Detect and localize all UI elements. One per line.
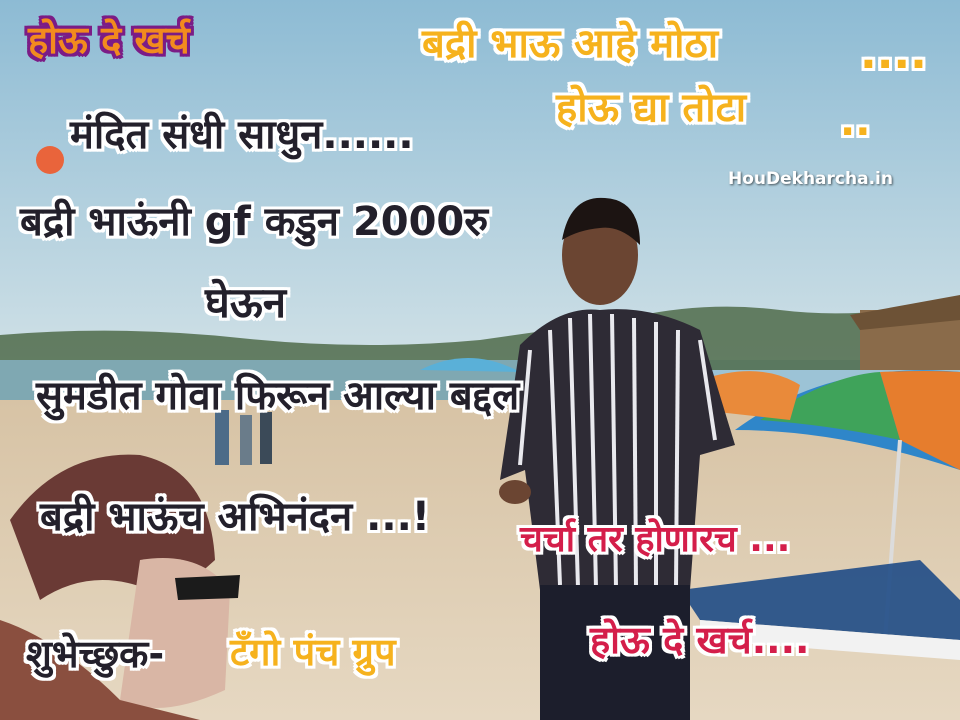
caption-right-line2: होऊ दे खर्च....: [590, 618, 810, 662]
person-distant: [260, 412, 272, 464]
body-line-5: बद्री भाऊंच अभिनंदन ...!: [40, 494, 431, 540]
body-line-4: सुमडीत गोवा फिरून आल्या बद्दल: [36, 373, 520, 419]
caption-top-left: होऊ दे खर्च: [28, 18, 190, 62]
body-line-3: घेऊन: [205, 278, 287, 327]
body-line-1: मंदित संधी साधुन......: [70, 112, 414, 158]
caption-top-right-line2: होऊ द्या तोटा: [556, 85, 747, 131]
caption-bottom-prefix: शुभेच्छुक-: [26, 632, 165, 676]
caption-bottom-group: टँगो पंच ग्रुप: [230, 630, 396, 674]
parasail: [36, 146, 64, 174]
person-distant: [240, 415, 252, 465]
hand: [499, 480, 531, 504]
watermark: HouDekharcha.in: [728, 169, 893, 189]
sunglasses: [175, 575, 240, 600]
caption-top-right-dots1: ....: [860, 28, 927, 79]
caption-top-right-line1: बद्री भाऊ आहे मोठा: [422, 21, 719, 67]
caption-right-line1: चर्चा तर होणारच ...: [520, 519, 791, 560]
body-line-2: बद्री भाऊंनी gf कडुन 2000रु: [20, 199, 489, 245]
caption-top-right-dots2: ..: [840, 99, 871, 145]
